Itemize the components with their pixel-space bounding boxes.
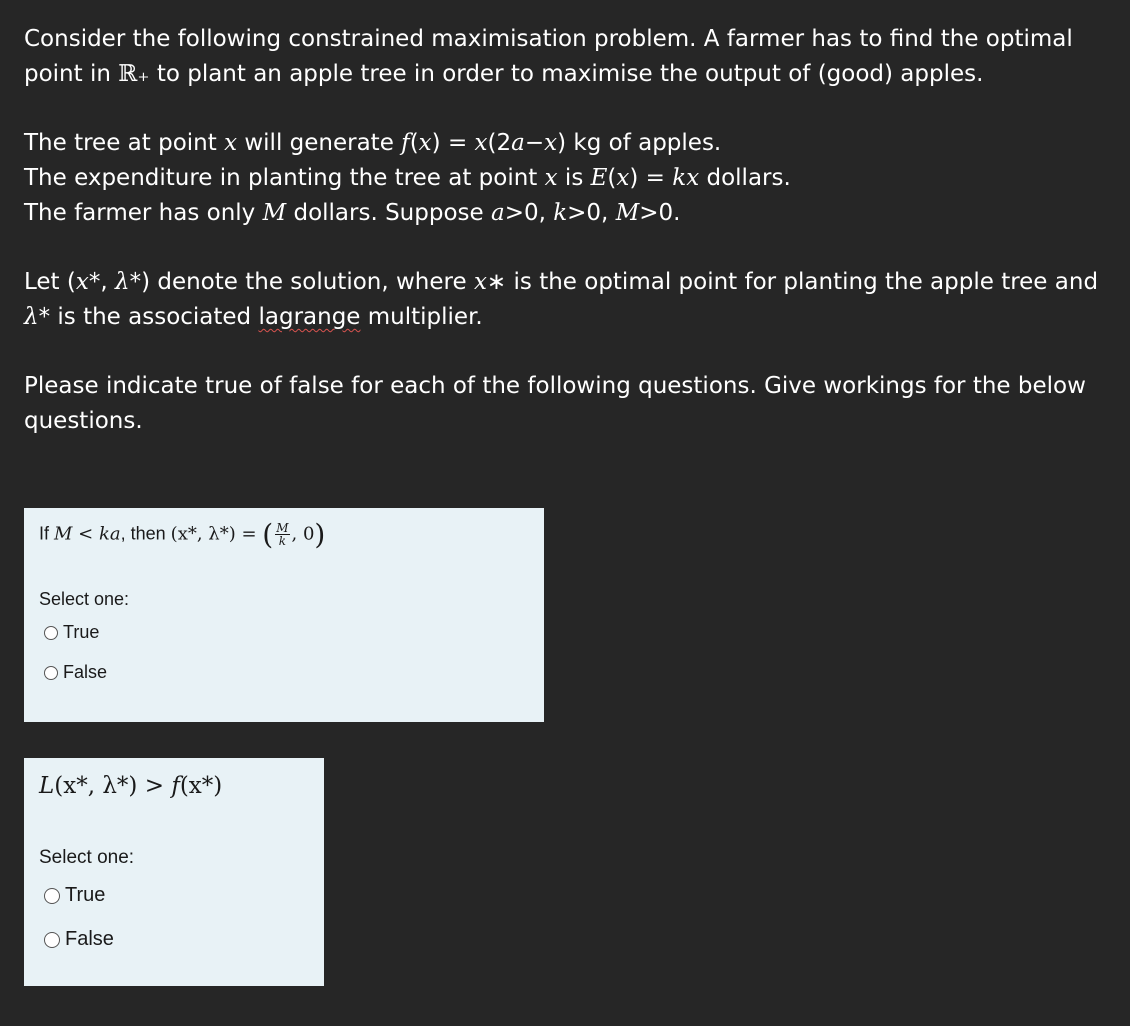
q1-option-false[interactable] xyxy=(44,662,107,683)
text: multiplier. xyxy=(360,304,483,330)
text: ) = xyxy=(431,130,475,156)
math: x xyxy=(544,130,558,156)
math: λ xyxy=(24,304,39,330)
text: , then xyxy=(120,523,171,544)
math: kx xyxy=(672,165,700,191)
intro-paragraph-4 xyxy=(24,369,1114,439)
paren-open: ( xyxy=(262,518,274,551)
option-label: True xyxy=(63,622,100,642)
instructions: Please indicate true of false for each of the following questions. Give workings for the below questions. xyxy=(24,373,1086,434)
math: x xyxy=(544,165,558,191)
text: *, xyxy=(88,269,115,295)
math: = xyxy=(235,523,263,545)
function-definition xyxy=(24,126,1114,161)
text: *) denote the solution, where xyxy=(129,269,474,295)
math: x xyxy=(224,130,238,156)
option-label: True xyxy=(65,884,106,906)
paren-close: ) xyxy=(314,518,326,551)
math: x xyxy=(474,130,488,156)
text: The farmer has only xyxy=(24,200,263,226)
fraction-numerator: M xyxy=(276,521,289,535)
math: (x*, λ*) xyxy=(54,773,138,799)
math: M xyxy=(262,200,287,226)
select-one-label: Select one: xyxy=(39,847,135,868)
math: k xyxy=(553,200,568,226)
text: >0, xyxy=(504,200,554,226)
question-2-box xyxy=(24,758,324,986)
text: >0, xyxy=(567,200,616,226)
text: point in xyxy=(24,61,119,87)
fraction-denominator: k xyxy=(278,534,286,548)
text: dollars. Suppose xyxy=(286,200,491,226)
math: x xyxy=(473,269,487,295)
math: a xyxy=(490,200,505,226)
intro-line xyxy=(24,22,1114,57)
math: ka xyxy=(98,523,121,545)
math: a xyxy=(511,130,525,156)
math: > xyxy=(137,773,172,799)
text: The expenditure in planting the tree at point xyxy=(24,165,545,191)
text: to plant an apple tree in order to maximise the output of (good) apples. xyxy=(149,61,984,87)
math: x xyxy=(418,130,432,156)
text: ) kg of apples. xyxy=(557,130,722,156)
text: Let ( xyxy=(24,269,76,295)
radio-button[interactable] xyxy=(44,888,60,904)
question-1-box xyxy=(24,508,544,722)
radio-button[interactable] xyxy=(44,626,58,640)
select-one-label: Select one: xyxy=(39,589,130,609)
math: λ xyxy=(114,269,130,295)
math: f xyxy=(171,773,180,799)
q2-option-true[interactable] xyxy=(44,884,105,907)
fraction xyxy=(275,522,289,547)
text: ) = xyxy=(629,165,673,191)
radio-button[interactable] xyxy=(44,932,60,948)
text: >0. xyxy=(639,200,681,226)
math: M xyxy=(54,523,73,545)
math: , 0 xyxy=(291,523,315,545)
q2-option-false[interactable] xyxy=(44,928,114,951)
text: Consider the following constrained maximisation problem. A farmer has to find the optimal xyxy=(24,26,1073,52)
math: x xyxy=(616,165,630,191)
math: E xyxy=(590,165,608,191)
option-label: False xyxy=(63,662,108,682)
intro-paragraph-1 xyxy=(24,22,1114,92)
text: The tree at point xyxy=(24,130,225,156)
text: If xyxy=(39,523,55,544)
radio-button[interactable] xyxy=(44,666,58,680)
text: (2 xyxy=(487,130,512,156)
expenditure-definition xyxy=(24,161,1114,196)
q1-option-true[interactable] xyxy=(44,622,99,643)
solution-definition xyxy=(24,265,1114,300)
intro-paragraph-3 xyxy=(24,265,1114,335)
text: ∗ is the optimal point for planting the apple tree and xyxy=(486,269,1099,295)
math: (x*) xyxy=(179,773,223,799)
option-label: False xyxy=(65,928,114,950)
math: M xyxy=(615,200,640,226)
math: L xyxy=(39,773,55,799)
text: dollars. xyxy=(699,165,791,191)
math: f xyxy=(401,130,410,156)
intro-line xyxy=(24,57,1114,92)
math: x xyxy=(75,269,89,295)
math: < xyxy=(72,523,99,545)
text: is xyxy=(557,165,591,191)
intro-paragraph-2 xyxy=(24,126,1114,231)
problem-statement xyxy=(24,22,1114,473)
text: ( xyxy=(409,130,419,156)
set-symbol: ℝ₊ xyxy=(118,61,150,87)
text: * is the associated xyxy=(38,304,259,330)
solution-definition-cont xyxy=(24,300,1114,335)
question-2-text xyxy=(39,772,222,799)
spellcheck-word: lagrange xyxy=(258,304,361,330)
text: will generate xyxy=(237,130,402,156)
text: ( xyxy=(607,165,617,191)
question-1-text xyxy=(39,518,325,551)
budget-constraint xyxy=(24,196,1114,231)
math: (x*, λ*) xyxy=(170,523,236,545)
text: − xyxy=(524,130,545,156)
